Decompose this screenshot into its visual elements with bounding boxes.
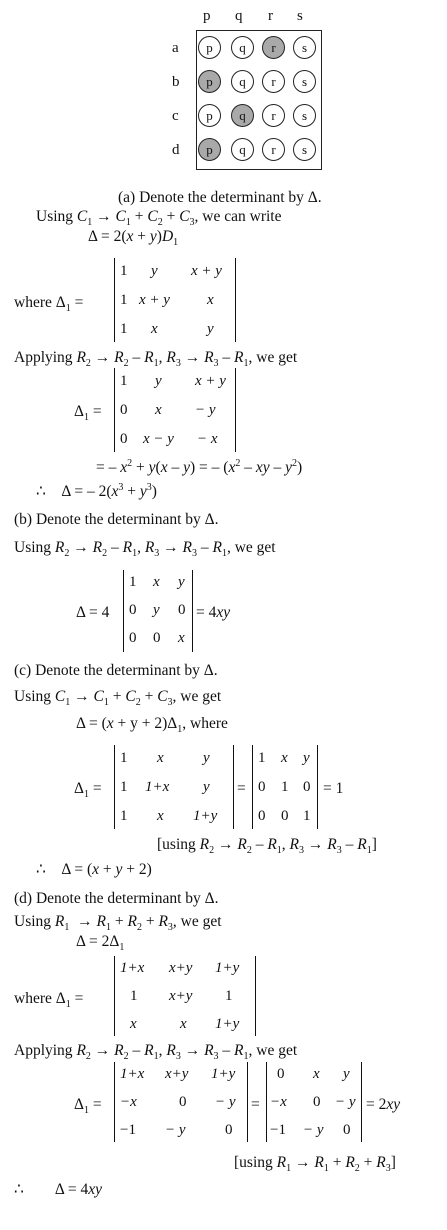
det-cell: y: [207, 321, 214, 337]
part-c-determinant-1: [114, 745, 234, 829]
det-cell: 1+y: [211, 1066, 236, 1082]
part-d-line1: $\Delta = 2\Delta_1$: [76, 933, 125, 954]
part-a-determinant-2: [114, 368, 236, 452]
part-c-line1: $\Delta = (x + y + 2)\Delta_1$, where: [76, 715, 228, 736]
det-cell: 0: [258, 808, 266, 824]
det-cell: 0: [129, 630, 137, 646]
answer-bubble-c-s: s: [293, 104, 316, 127]
equals-sign: =: [251, 1096, 260, 1113]
part-d-delta1-label: $\Delta_1$ =: [74, 1096, 102, 1117]
part-d-determinant-2: [114, 1062, 248, 1142]
det-cell: x: [155, 402, 162, 418]
part-d-result: = 2xy: [366, 1096, 401, 1113]
part-c-delta1-label: $\Delta_1$ =: [74, 780, 102, 801]
det-cell: 1: [120, 263, 128, 279]
answer-bubble-c-p: p: [198, 104, 221, 127]
part-b-heading: (b) Denote the determinant by Δ.: [14, 511, 219, 528]
det-cell: x: [130, 1016, 137, 1032]
det-cell: −x: [120, 1094, 137, 1110]
part-c-result: = 1: [323, 780, 344, 797]
det-cell: 0: [225, 1122, 233, 1138]
grid-col-header: s: [297, 8, 303, 24]
det-cell: 1+y: [215, 960, 240, 976]
det-cell: y: [178, 574, 185, 590]
part-c-determinant-2: [252, 745, 318, 829]
det-cell: x: [157, 808, 164, 824]
part-a-where: where $\Delta_1$ =: [14, 294, 84, 315]
det-cell: 0: [129, 602, 137, 618]
answer-bubble-d-s: s: [293, 138, 316, 161]
part-d-determinant-1: [114, 956, 256, 1036]
equals-sign: =: [237, 780, 246, 797]
part-c-heading: (c) Denote the determinant by Δ.: [14, 662, 218, 679]
det-cell: y: [155, 373, 162, 389]
det-cell: 1+x: [120, 960, 145, 976]
det-cell: − y: [165, 1122, 186, 1138]
det-cell: 0: [178, 602, 186, 618]
det-cell: 1: [120, 373, 128, 389]
det-cell: x + y: [139, 292, 170, 308]
part-a-line1: $\Delta = 2(x + y)D_1$: [88, 228, 179, 249]
part-b-lhs: Δ = 4: [76, 604, 110, 621]
det-cell: x: [157, 750, 164, 766]
det-cell: − y: [215, 1094, 236, 1110]
part-d-conclusion: ∴ Δ = 4xy: [14, 1181, 102, 1198]
det-cell: 0: [258, 779, 266, 795]
det-cell: 1: [258, 750, 266, 766]
part-d-determinant-3: [266, 1062, 362, 1142]
part-a-heading: (a) Denote the determinant by Δ.: [118, 189, 322, 206]
part-c-note: [using $R_2 \to R_2 - R_1$, $R_3 \to R_3 - R_1$]: [157, 836, 377, 857]
det-cell: − y: [303, 1122, 324, 1138]
grid-row-label: d: [172, 142, 180, 158]
det-cell: 1: [120, 808, 128, 824]
answer-bubble-c-q: q: [231, 104, 254, 127]
det-cell: x: [151, 321, 158, 337]
part-b-using: Using $R_2 \to R_2 - R_1$, $R_3 \to R_3 - R_1$, we get: [14, 539, 276, 560]
part-a-determinant-1: [114, 258, 236, 342]
part-d-where: where $\Delta_1$ =: [14, 990, 84, 1011]
det-cell: 0: [120, 402, 128, 418]
part-d-using: Using $R_1 \to R_1 + R_2 + R_3$, we get: [14, 913, 222, 934]
det-cell: x: [207, 292, 214, 308]
det-cell: − x: [197, 431, 218, 447]
grid-col-header: p: [203, 8, 211, 24]
det-cell: x − y: [143, 431, 174, 447]
det-cell: 1+x: [120, 1066, 145, 1082]
det-cell: 1: [120, 750, 128, 766]
det-cell: 1: [129, 574, 137, 590]
det-cell: 1: [303, 808, 311, 824]
grid-row-label: a: [172, 40, 179, 56]
det-cell: x: [178, 630, 185, 646]
det-cell: x + y: [195, 373, 226, 389]
grid-row-label: b: [172, 74, 180, 90]
det-cell: x+y: [169, 960, 193, 976]
part-a-using: Using $C_1 \to C_1 + C_2 + C_3$, we can write: [36, 208, 282, 229]
det-cell: 1: [120, 321, 128, 337]
answer-bubble-b-q: q: [231, 70, 254, 93]
det-cell: 1: [130, 988, 138, 1004]
det-cell: 0: [281, 808, 289, 824]
answer-bubble-d-q: q: [231, 138, 254, 161]
answer-bubble-b-s: s: [293, 70, 316, 93]
answer-bubble-a-r: r: [262, 36, 285, 59]
det-cell: 0: [303, 779, 311, 795]
det-cell: 1+y: [193, 808, 218, 824]
det-cell: y: [203, 779, 210, 795]
det-cell: −1: [270, 1122, 286, 1138]
part-d-note: [using $R_1 \to R_1 + R_2 + R_3$]: [234, 1154, 396, 1175]
det-cell: 1: [225, 988, 233, 1004]
det-cell: − y: [195, 402, 216, 418]
det-cell: 0: [153, 630, 161, 646]
det-cell: 1+x: [145, 779, 170, 795]
answer-bubble-a-s: s: [293, 36, 316, 59]
det-cell: 0: [179, 1094, 187, 1110]
grid-col-header: q: [235, 8, 243, 24]
det-cell: −1: [120, 1122, 136, 1138]
part-b-determinant: [123, 570, 193, 652]
part-a-conclusion: ∴ Δ = – $2(x^3 + y^3)$: [36, 481, 157, 500]
answer-bubble-d-r: r: [262, 138, 285, 161]
answer-bubble-b-p: p: [198, 70, 221, 93]
answer-bubble-a-p: p: [198, 36, 221, 59]
det-cell: x: [153, 574, 160, 590]
det-cell: 0: [120, 431, 128, 447]
det-cell: y: [343, 1066, 350, 1082]
part-a-line2: = – $x^2 + y(x - y)$ = – ($x^2$ – xy – $y^2$): [96, 457, 303, 476]
det-cell: 1: [120, 292, 128, 308]
det-cell: 0: [277, 1066, 285, 1082]
det-cell: y: [203, 750, 210, 766]
part-c-conclusion: ∴ Δ = (x + y + 2): [36, 861, 152, 878]
det-cell: − y: [335, 1094, 356, 1110]
answer-bubble-d-p: p: [198, 138, 221, 161]
det-cell: x: [313, 1066, 320, 1082]
det-cell: x+y: [169, 988, 193, 1004]
det-cell: y: [153, 602, 160, 618]
det-cell: −x: [270, 1094, 287, 1110]
det-cell: x+y: [165, 1066, 189, 1082]
part-b-result: = 4xy: [196, 604, 231, 621]
part-a-applying: Applying $R_2 \to R_2 - R_1$, $R_3 \to R_3 - R_1$, we get: [14, 349, 298, 370]
det-cell: 1+y: [215, 1016, 240, 1032]
det-cell: y: [151, 263, 158, 279]
part-d-applying: Applying $R_2 \to R_2 - R_1$, $R_3 \to R_3 - R_1$, we get: [14, 1042, 298, 1063]
det-cell: x: [180, 1016, 187, 1032]
part-d-heading: (d) Denote the determinant by Δ.: [14, 890, 219, 907]
det-cell: 0: [313, 1094, 321, 1110]
answer-bubble-c-r: r: [262, 104, 285, 127]
det-cell: y: [303, 750, 310, 766]
answer-bubble-b-r: r: [262, 70, 285, 93]
part-c-using: Using $C_1 \to C_1 + C_2 + C_3$, we get: [14, 688, 222, 709]
part-a-delta1-label: $\Delta_1$ =: [74, 403, 102, 424]
det-cell: 0: [343, 1122, 351, 1138]
det-cell: x + y: [191, 263, 222, 279]
det-cell: 1: [281, 779, 289, 795]
grid-row-label: c: [172, 108, 179, 124]
answer-bubble-a-q: q: [231, 36, 254, 59]
det-cell: 1: [120, 779, 128, 795]
det-cell: x: [281, 750, 288, 766]
grid-col-header: r: [268, 8, 273, 24]
